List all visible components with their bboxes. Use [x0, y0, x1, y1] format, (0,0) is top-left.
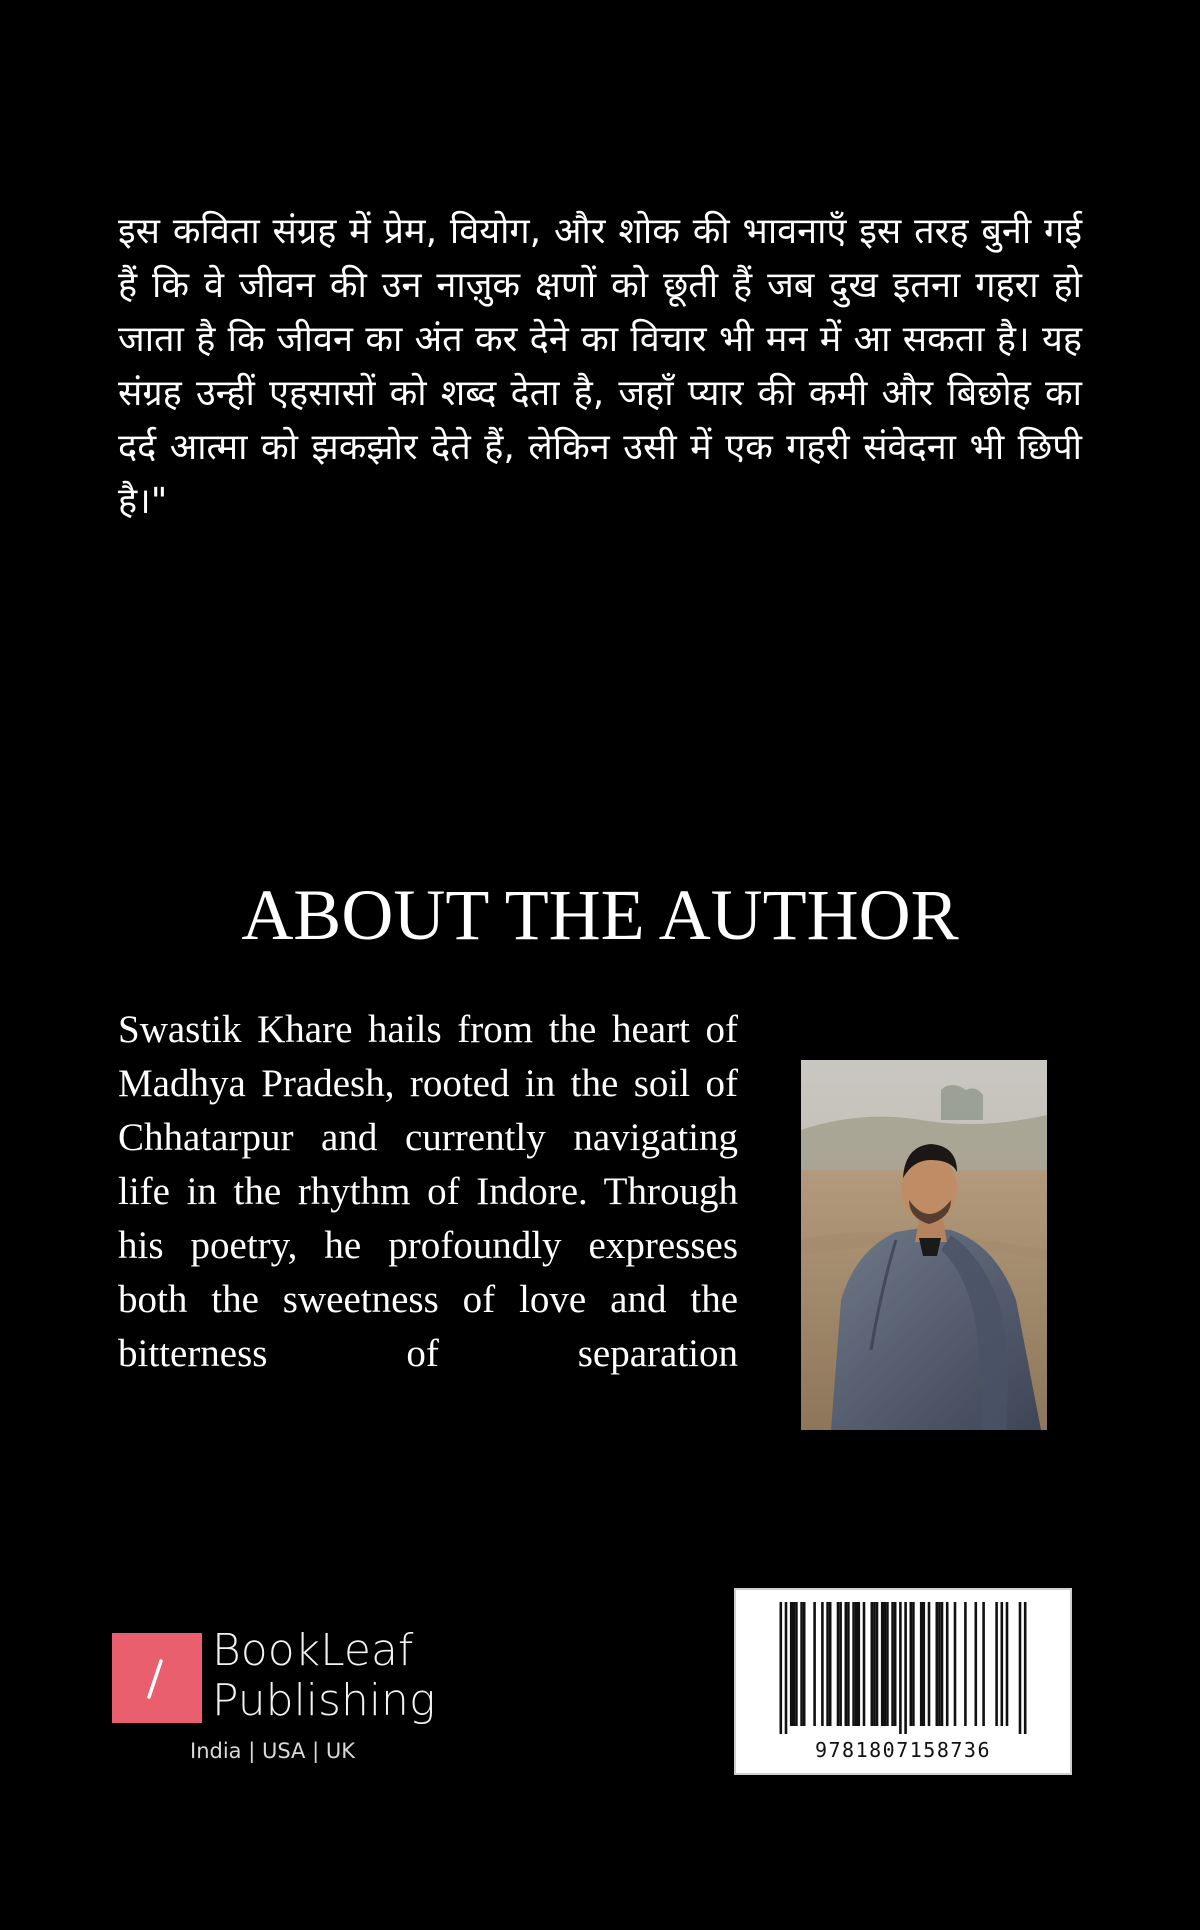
hindi-blurb-text: इस कविता संग्रह में प्रेम, वियोग, और शोक की भावनाएँ इस तरह बुनी गई हैं कि वे जीवन की उन नाज़ुक क्षणों को छूती हैं जब दुख इतना गहरा हो जाता है कि जीवन का अंत कर देने का विचार भी मन में आ सकता है। यह संग्रह उन्हीं एहसासों को शब्द देता है, जहाँ प्यार की कमी और बिछोह का दर्द आत्मा को झकझोर देते हैं, लेकिन उसी में एक गहरी संवेदना भी छिपी है।": [118, 211, 1082, 522]
barcode-bar: [928, 1602, 931, 1726]
barcode-bar: [793, 1602, 796, 1726]
barcode-bar: [975, 1602, 978, 1726]
barcode-bar: [837, 1602, 840, 1726]
barcode-bar: [852, 1602, 855, 1726]
barcode-bar: [1006, 1602, 1009, 1726]
barcode-bar: [847, 1602, 850, 1726]
publisher-name: [212, 1626, 435, 1726]
barcode-bar: [1024, 1602, 1027, 1734]
barcode-bar: [858, 1602, 861, 1726]
barcode-bar: [845, 1602, 848, 1726]
barcode-bar: [803, 1602, 806, 1726]
barcode-bar: [821, 1602, 824, 1726]
barcode-bar: [800, 1602, 803, 1726]
barcode-bar: [946, 1602, 949, 1726]
barcode-bar: [891, 1602, 894, 1726]
barcode-bar: [785, 1602, 788, 1734]
barcode-bar: [871, 1602, 874, 1726]
barcode-bar: [863, 1602, 866, 1726]
barcode-bar: [855, 1602, 858, 1726]
author-photo: [801, 1060, 1047, 1430]
barcode-bar: [790, 1602, 793, 1726]
barcode-bar: [964, 1602, 967, 1726]
barcode-bar: [936, 1602, 939, 1726]
barcode-bar: [876, 1602, 879, 1726]
barcode-bar: [826, 1602, 829, 1726]
barcode-bar: [881, 1602, 884, 1726]
barcode-bar: [894, 1602, 897, 1726]
barcode-bar: [1001, 1602, 1004, 1726]
barcode-bar: [941, 1602, 944, 1726]
barcode-bar: [920, 1602, 923, 1726]
barcode-bar: [904, 1602, 907, 1734]
barcode-bar: [813, 1602, 816, 1726]
barcode-bar: [938, 1602, 941, 1726]
publisher-regions: India | USA | UK: [190, 1739, 355, 1763]
barcode-bar: [839, 1602, 842, 1726]
barcode-bar: [1019, 1602, 1022, 1734]
barcode-bar: [923, 1602, 926, 1726]
barcode-bar: [995, 1602, 998, 1726]
author-bio-text: Swastik Khare hails from the heart of Madhya Pradesh, rooted in the soil of Chhatarpur and currently navigating life in the rhythm of Indore. Through his poetry, he profoundly expresses both the sweetness of love and the bitterness of separation: [118, 1008, 738, 1375]
barcode-bar: [899, 1602, 902, 1734]
barcode-bar: [873, 1602, 876, 1726]
barcode-bar: [780, 1602, 783, 1734]
barcode-bar: [954, 1602, 957, 1726]
barcode-bar: [912, 1602, 915, 1726]
barcode-bar: [886, 1602, 889, 1726]
barcode-bar: [982, 1602, 985, 1726]
isbn-barcode: [734, 1588, 1072, 1775]
publisher-name-line2: Publishing: [212, 1675, 436, 1726]
booklef-slash-icon: [112, 1633, 202, 1723]
barcode-bar: [910, 1602, 913, 1726]
publisher-name-line1: BookLeaf: [212, 1625, 414, 1676]
about-the-author-heading: ABOUT THE AUTHOR: [241, 875, 959, 955]
barcode-bar: [829, 1602, 832, 1726]
isbn-number: 9781807158736: [814, 1738, 992, 1762]
barcode-bar: [884, 1602, 887, 1726]
barcode-bars-icon: [736, 1590, 1070, 1740]
barcode-bar: [795, 1602, 798, 1726]
publisher-logo: [112, 1626, 452, 1766]
